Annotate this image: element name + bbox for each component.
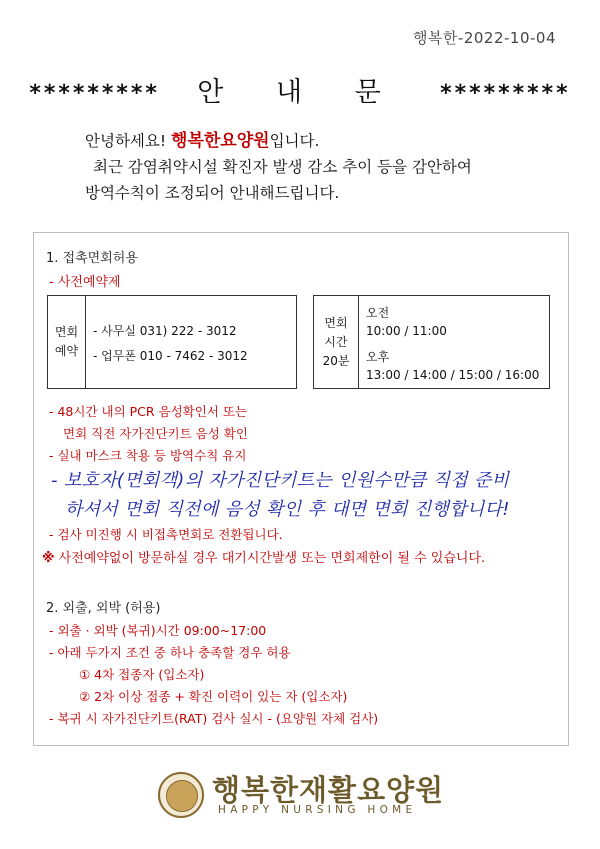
greeting: 안녕하세요! — [85, 132, 172, 150]
title-text: 안 내 문 — [197, 77, 403, 108]
non-contact-notice: - 검사 미진행 시 비접촉면회로 전환됩니다. — [49, 527, 283, 542]
title-stars-right: ********* — [440, 81, 571, 106]
notice-box — [33, 232, 569, 746]
title-stars-left: ********* — [29, 81, 160, 106]
visit-time-label-1: 면회 — [324, 316, 348, 330]
am-label: 오전 — [366, 306, 390, 320]
mask-rule: - 실내 마스크 착용 등 방역수칙 유지 — [49, 448, 247, 463]
intro-paragraph — [85, 128, 472, 206]
outing-hours: - 외출 · 외박 (복귀)시간 09:00~17:00 — [49, 623, 267, 638]
guardian-notice-line-1: - 보호자(면회객)의 자가진단키트는 인원수만큼 직접 준비 — [51, 470, 510, 491]
logo-name: 행복한재활요양원 — [212, 773, 445, 807]
visit-time-label-2: 시간 — [324, 335, 348, 349]
work-phone: - 업무폰 010 - 7462 - 3012 — [93, 349, 248, 363]
condition-2: ② 2차 이상 접종 + 확진 이력이 있는 자 (입소자) — [79, 689, 348, 704]
intro-line-1 — [85, 128, 472, 154]
reservation-table — [47, 295, 297, 389]
guardian-notice-line-2: 하셔서 면회 직전에 음성 확인 후 대면 면회 진행합니다! — [65, 499, 510, 520]
visit-time-table — [313, 295, 550, 389]
intro-line-3: 방역수칙이 조정되어 안내해드립니다. — [85, 184, 340, 202]
office-phone: - 사무실 031) 222 - 3012 — [93, 324, 237, 338]
am-times: 10:00 / 11:00 — [366, 324, 447, 338]
logo-english: HAPPY NURSING HOME — [218, 804, 417, 816]
self-test-requirement: 면회 직전 자가진단키트 음성 확인 — [63, 426, 248, 441]
visit-time-label — [314, 296, 359, 388]
pcr-requirement: - 48시간 내의 PCR 음성확인서 또는 — [49, 404, 248, 419]
outing-conditions: - 아래 두가지 조건 중 하나 충족할 경우 허용 — [49, 645, 291, 660]
return-test-notice: - 복귀 시 자가진단키트(RAT) 검사 실시 - (요양원 자체 검사) — [49, 711, 379, 726]
reservation-label-1: 면회 — [54, 325, 79, 339]
warning-text: 사전예약없이 방문하실 경우 대기시간발생 또는 면회제한이 될 수 있습니다. — [58, 551, 486, 566]
org-logo — [158, 768, 458, 828]
page-title — [0, 70, 600, 109]
reservation-warning — [42, 547, 485, 566]
section-2-heading: 2. 외출, 외박 (허용) — [46, 601, 161, 616]
section-1-heading: 1. 접촉면회허용 — [46, 251, 138, 266]
org-name: 행복한요양원 — [171, 131, 270, 151]
reservation-label — [48, 296, 86, 388]
pm-label: 오후 — [366, 350, 390, 364]
document-id: 행복한-2022-10-04 — [412, 29, 556, 47]
visit-time-label-3: 20분 — [322, 354, 350, 368]
intro-line-2: 최근 감염취약시설 확진자 발생 감소 추이 등을 감안하여 — [93, 158, 472, 176]
reservation-label-2: 예약 — [54, 344, 79, 358]
reservation-subheading: - 사전예약제 — [49, 275, 121, 290]
pm-times: 13:00 / 14:00 / 15:00 / 16:00 — [366, 368, 540, 382]
warning-mark: ※ — [42, 551, 55, 566]
condition-1: ① 4차 접종자 (입소자) — [79, 667, 205, 682]
greeting-tail: 입니다. — [269, 132, 320, 150]
emblem-icon — [158, 772, 204, 818]
